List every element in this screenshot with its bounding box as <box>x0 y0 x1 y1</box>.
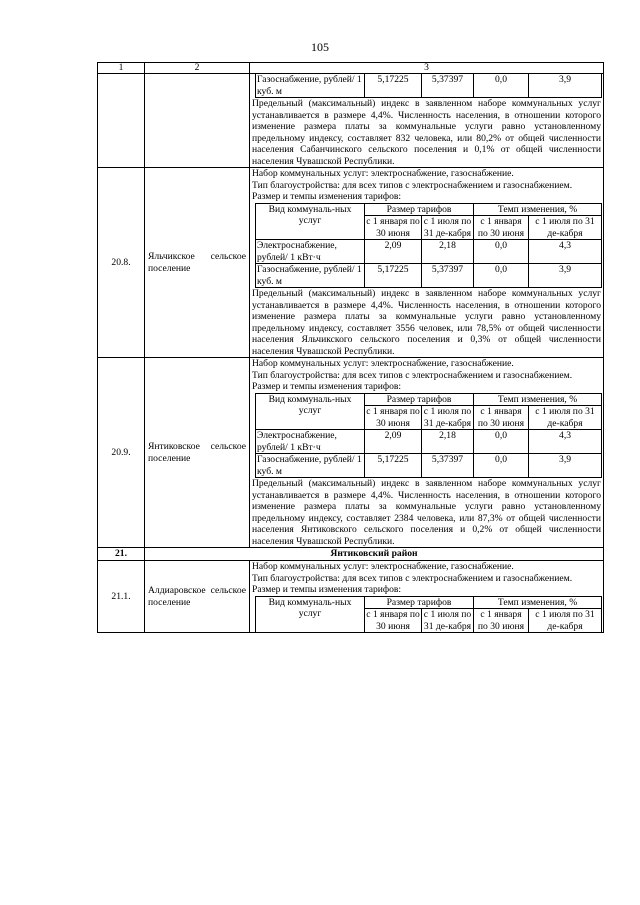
row-number: 21.1. <box>98 561 145 633</box>
tariffs-caption: Размер и темпы изменения тарифов: <box>252 191 402 202</box>
table-row: Газоснабжение, рублей/ 1 куб. м 5,17225 5,37397 0,0 3,9 <box>256 74 602 98</box>
main-table <box>97 62 604 633</box>
table-row: Электроснабжение, рублей/ 1 кВт·ч 2,09 2,18 0,0 4,3 <box>256 240 602 264</box>
improvement-type-text: Тип благоустройства: для всех типов с электроснабжением и газоснабжением. <box>252 369 573 381</box>
column-header-2: 2 <box>145 63 250 74</box>
improvement-type-text: Тип благоустройства: для всех типов с электроснабжением и газоснабжением. <box>252 179 573 191</box>
page-number: 105 <box>311 40 329 54</box>
continuation-row <box>98 74 604 168</box>
table-row: Газоснабжение, рублей/ 1 куб. м 5,17225 5,37397 0,0 3,9 <box>256 454 602 478</box>
tariff-table: Вид коммуналь-ных услуг Размер тарифов Темп изменения, % с 1 января по 30 июня с 1 июля по 31 де-кабря с 1 января по 30 июня с 1 июля по 31 де-кабря <box>255 596 602 634</box>
tariffs-caption: Размер и темпы изменения тарифов: <box>252 381 402 392</box>
limit-index-text: Предельный (максимальный) индекс в заявленном наборе коммунальных услуг устанавливается в размере 4,4%. Численность населения, в отношении которого изменение размера платы за коммунальные услуги равно установленному предельному индексу, составляет 832 человека, или 80,2% от общей численности населения Сабанчинского сельского поселения и 0,1% от общей численности населения Чувашской Республики. <box>252 98 601 167</box>
settlement-name: Янтиковское сельское поселение <box>145 358 250 548</box>
settlement-row <box>98 358 604 548</box>
improvement-type-text: Тип благоустройства: для всех типов с электроснабжением и газоснабжением. <box>252 572 573 584</box>
column-header-3: 3 <box>250 63 604 74</box>
services-set-text: Набор коммунальных услуг: электроснабжение, газоснабжение. <box>252 561 514 572</box>
services-set-text: Набор коммунальных услуг: электроснабжение, газоснабжение. <box>252 168 514 179</box>
section-number: 21. <box>98 548 145 561</box>
table-row: Электроснабжение, рублей/ 1 кВт·ч 2,09 2,18 0,0 4,3 <box>256 430 602 454</box>
column-header-1: 1 <box>98 63 145 74</box>
settlement-row <box>98 168 604 358</box>
row-number: 20.8. <box>98 168 145 358</box>
settlement-row <box>98 561 604 633</box>
table-row: Газоснабжение, рублей/ 1 куб. м 5,17225 5,37397 0,0 3,9 <box>256 264 602 288</box>
services-set-text: Набор коммунальных услуг: электроснабжение, газоснабжение. <box>252 358 514 369</box>
tariff-table-continued <box>255 73 602 98</box>
settlement-name: Алдиаровское сельское поселение <box>145 561 250 633</box>
section-row <box>98 548 604 561</box>
settlement-name: Яльчикское сельское поселение <box>145 168 250 358</box>
tariffs-caption: Размер и темпы изменения тарифов: <box>252 584 402 595</box>
limit-index-text: Предельный (максимальный) индекс в заявленном наборе коммунальных услуг устанавливается в размере 4,4%. Численность населения, в отношении которого изменение размера платы за коммунальные услуги равно установленному предельному индексу, составляет 2384 человека, или 87,3% от общей численности населения Янтиковского сельского поселения и 0,2% от общей численности населения Чувашской Республики. <box>252 478 601 547</box>
section-title: Янтиковский район <box>145 548 604 561</box>
tariff-table: Вид коммуналь-ных услуг Размер тарифов Темп изменения, % с 1 января по 30 июня с 1 июля по 31 де-кабря с 1 января по 30 июня с 1 июля по 31 де-кабря Электроснабжение, рублей/ 1 кВт·ч 2,09 2,18 0,0 4,3 Газоснабжение, рублей/ 1 куб. м 5,17225 5,37397 0,0 3,9 <box>255 203 602 289</box>
column-header-row <box>98 63 604 74</box>
tariff-table: Вид коммуналь-ных услуг Размер тарифов Темп изменения, % с 1 января по 30 июня с 1 июля по 31 де-кабря с 1 января по 30 июня с 1 июля по 31 де-кабря Электроснабжение, рублей/ 1 кВт·ч 2,09 2,18 0,0 4,3 Газоснабжение, рублей/ 1 куб. м 5,17225 5,37397 0,0 3,9 <box>255 393 602 479</box>
row-number: 20.9. <box>98 358 145 548</box>
limit-index-text: Предельный (максимальный) индекс в заявленном наборе коммунальных услуг устанавливается в размере 4,4%. Численность населения, в отношении которого изменение размера платы за коммунальные услуги равно установленному предельному индексу, составляет 3556 человек, или 78,5% от общей численности населения Яльчикского сельского поселения и 0,3% от общей численности населения Чувашской Республики. <box>252 288 601 357</box>
